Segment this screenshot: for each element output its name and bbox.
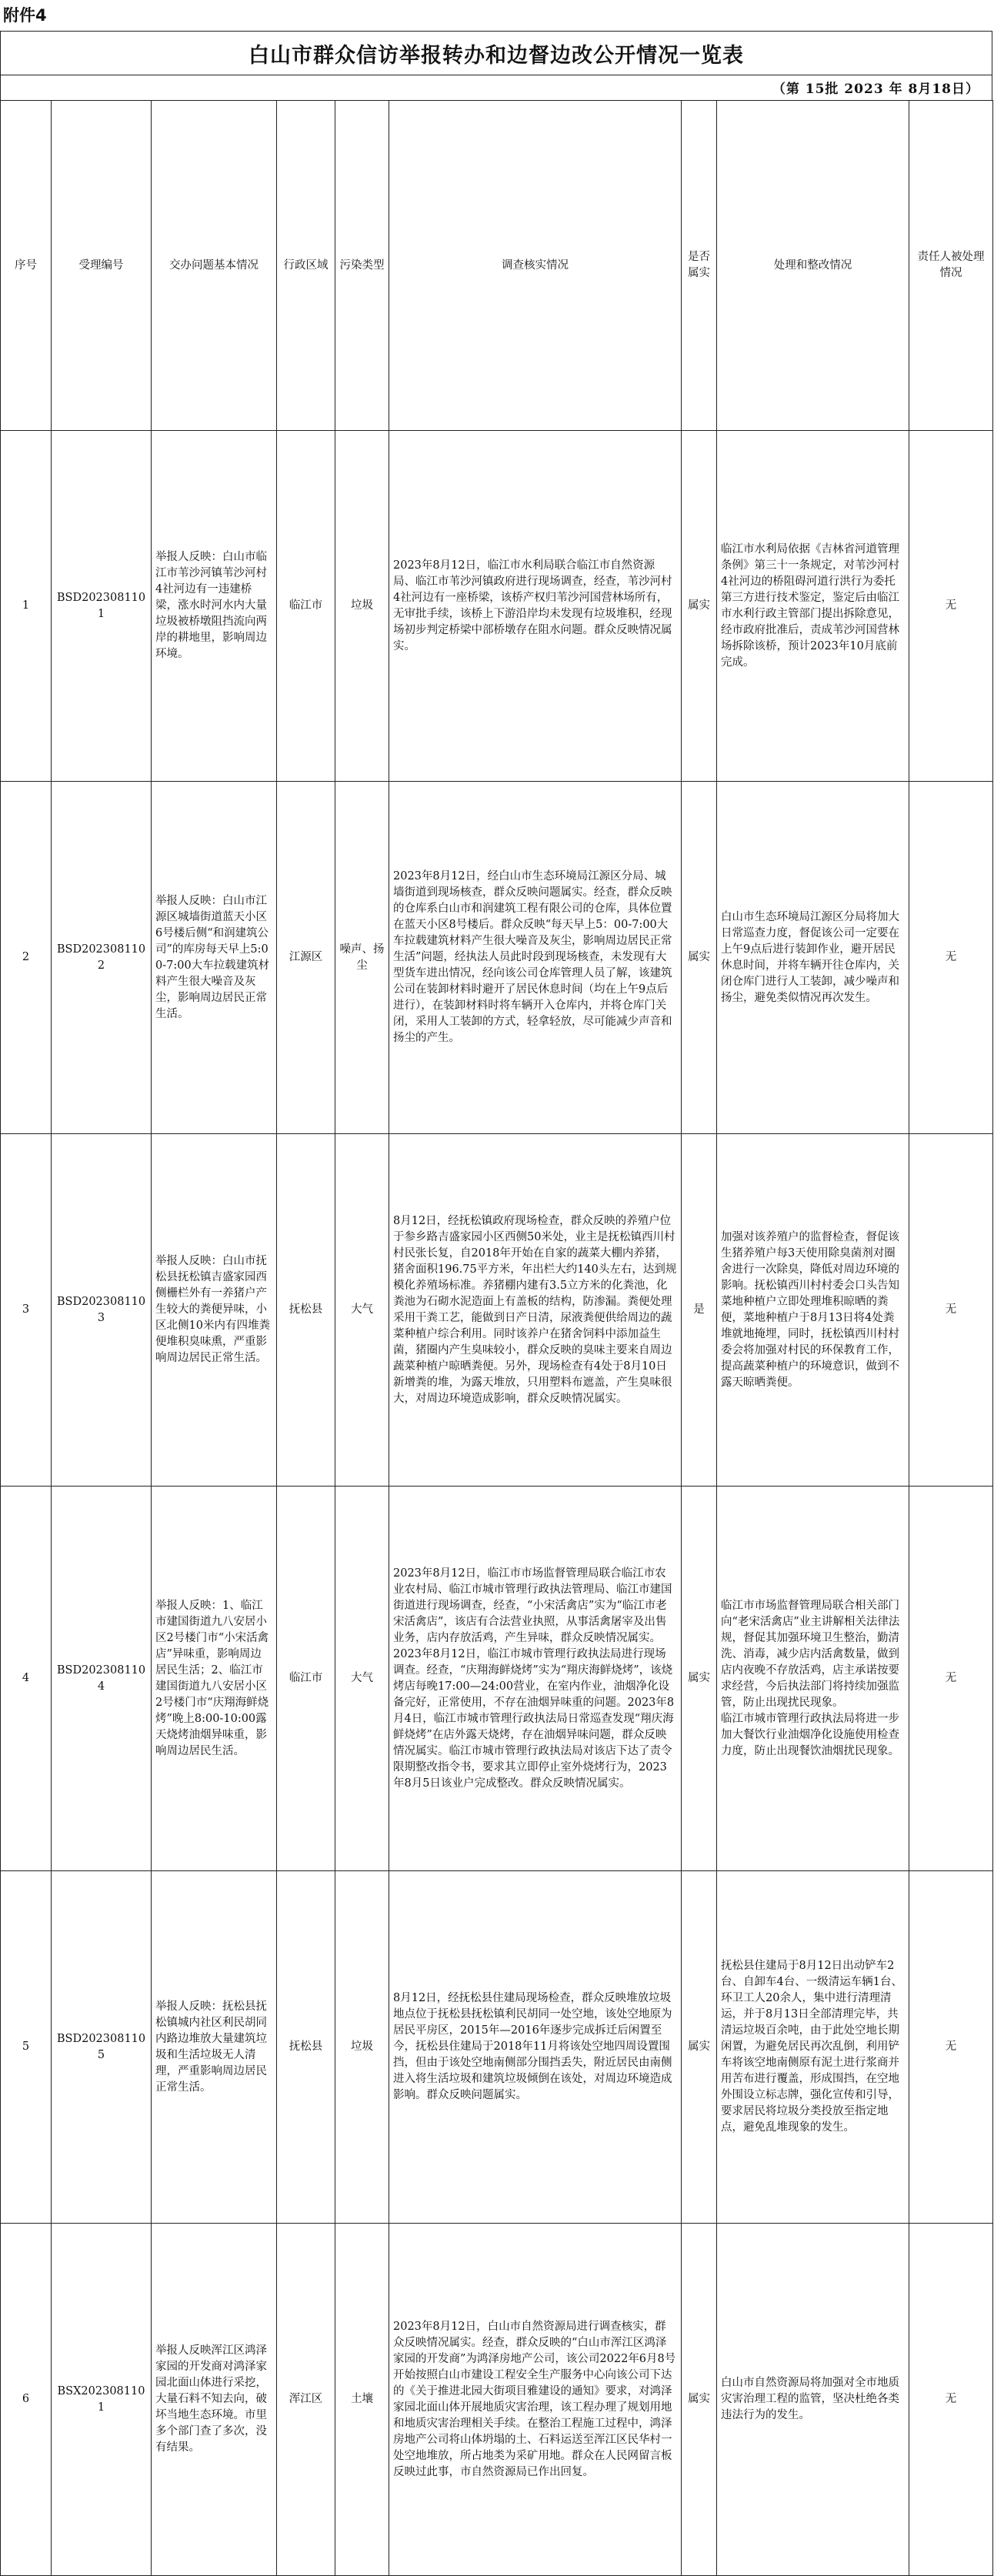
cell-handling: 抚松县住建局于8月12日出动铲车2台、自卸车4台、一级清运车辆1台、环卫工人20余人，集中进行清理清运，并于8月13日全部清理完毕，共清运垃圾百余吨，由于此处空地长期闲置，为避免居民再次乱倒，利用铲车将该空地南侧原有泥土进行浆商并用苦布进行覆盖，形成围挡，在空地外围设立标志牌，强化宣传和引导，要求居民将垃圾分类投放至指定地点，避免乱堆现象的发生。 [717,1871,909,2224]
cell-accountability: 无 [909,431,993,782]
cell-investigation: 2023年8月12日，临江市市场监督管理局联合临江市农业农村局、临江市城市管理行政执法管理局、临江市建国街道进行现场调查，经查，“小宋活禽店”实为“临江市老宋活禽店”，该店有合法营业执照，从事活禽屠宰及出售业务，店内存放活鸡，产生异味，群众反映情况属实。 2023年8月12日，临江市城市管理行政执法局进行现场调查。经查，“庆翔海鲜烧烤”实为“翔庆海鲜烧烤”，该烧烤店每晚17:00—24:00营业，在室内作业，油烟净化设备完好，正常使用，不存在油烟异味重的问题。2023年8月4日，临江市城市管理行政执法局日常巡查发现“翔庆海鲜烧烤”在店外露天烧烤，存在油烟异味问题，群众反映情况属实。临江市城市管理行政执法局对该店下达了责令限期整改指令书，要求其立即停止室外烧烤行为，2023年8月5日该业户完成整改。群众反映情况属实。 [389,1487,682,1871]
header-seq: 序号 [1,101,52,431]
cell-investigation: 2023年8月12日，经白山市生态环境局江源区分局、城墙街道到现场核查，群众反映问题属实。经查，群众反映的仓库系白山市和润建筑工程有限公司的仓库，具体位置在蓝天小区8号楼后。群众反映“每天早上5：00-7:00大车拉载建筑材料产生很大噪音及灰尘，影响周边居民正常生活”问题，经执法人员此时段到现场核查，未发现有大型货车进出情况，经向该公司仓库管理人员了解，该建筑公司在装卸材料时避开了居民休息时间（均在上午9点后进行），在装卸材料时将车辆开入仓库内，并将仓库门关闭，采用人工装卸的方式，轻拿轻放，尽可能减少声音和扬尘的产生。 [389,782,682,1134]
header-handling: 处理和整改情况 [717,101,909,431]
cell-handling: 白山市生态环境局江源区分局将加大日常巡查力度，督促该公司一定要在上午9点后进行装卸作业，避开居民休息时间，并将车辆开往仓库内，关闭仓库门进行人工装卸，减少噪声和扬尘，避免类似情况再次发生。 [717,782,909,1134]
cell-seq: 1 [1,431,52,782]
cell-pollution: 土壤 [335,2224,389,2576]
cell-issue: 举报人反映：白山市临江市苇沙河镇苇沙河村4社河边有一违建桥梁，涨水时河水内大量垃圾被桥墩阻挡流向两岸的耕地里，影响周边环境。 [152,431,277,782]
cell-handling: 加强对该养殖户的监督检查，督促该生猪养殖户每3天使用除臭菌剂对圈舍进行一次除臭，降低对周边环境的影响。抚松镇西川村村委会口头告知菜地种植户立即处理堆积晾晒的粪便，菜地种植户于8月13日将4处粪堆就地掩埋，同时，抚松镇西川村村委会将加强对村民的环保教育工作，提高蔬菜种植户的环境意识，做到不露天晾晒粪便。 [717,1134,909,1487]
cell-district: 抚松县 [277,1871,335,2224]
cell-accountability: 无 [909,1134,993,1487]
title-box [0,31,992,75]
table-row [1,431,993,782]
table-row [1,1487,993,1871]
header-accountability: 责任人被处理情况 [909,101,993,431]
cell-accountability: 无 [909,782,993,1134]
cell-seq: 2 [1,782,52,1134]
cell-pollution: 大气 [335,1487,389,1871]
cell-issue: 举报人反映：抚松县抚松镇城内社区利民胡同内路边堆放大量建筑垃圾和生活垃圾无人清理，严重影响周边居民正常生活。 [152,1871,277,2224]
report-table [0,100,993,2576]
cell-investigation: 2023年8月12日，白山市自然资源局进行调查核实，群众反映情况属实。经查，群众反映的“白山市浑江区鸿泽家园的开发商”为鸿泽房地产公司，该公司2022年6月8号开始按照白山市建设工程安全生产服务中心向该公司下达的《关于推进北园大街项目雅建设的通知》要求，对鸿泽家园北面山体开展地质灾害治理，该工程办理了规划用地和地质灾害治理相关手续。在整治工程施工过程中，鸿泽房地产公司将山体坍塌的土、石料运送至浑江区民华村一处空地堆放，所占地类为采矿用地。群众在人民网留言板反映过此事，市自然资源局已作出回复。 [389,2224,682,2576]
header-district: 行政区域 [277,101,335,431]
cell-pollution: 垃圾 [335,1871,389,2224]
header-investigation: 调查核实情况 [389,101,682,431]
cell-code: BSX2023081101 [52,2224,152,2576]
batch-info: （第 15批 2023 年 8月18日） [772,82,979,97]
batch-box [0,75,992,101]
cell-seq: 3 [1,1134,52,1487]
cell-pollution: 大气 [335,1134,389,1487]
cell-accountability: 无 [909,1871,993,2224]
cell-is-true: 属实 [682,1871,717,2224]
table-row [1,1134,993,1487]
cell-code: BSD2023081102 [52,782,152,1134]
header-row [1,101,993,431]
page-title: 白山市群众信访举报转办和边督边改公开情况一览表 [248,43,744,68]
cell-code: BSD2023081104 [52,1487,152,1871]
cell-is-true: 属实 [682,1487,717,1871]
table-row [1,2224,993,2576]
cell-district: 抚松县 [277,1134,335,1487]
cell-is-true: 属实 [682,431,717,782]
cell-seq: 6 [1,2224,52,2576]
cell-handling: 临江市水利局依据《吉林省河道管理条例》第三十一条规定，对苇沙河村4社河边的桥阻碍河道行洪行为委托第三方进行技术鉴定，鉴定后由临江市水利行政主管部门提出拆除意见，经市政府批准后，责成苇沙河国营林场拆除该桥，预计2023年10月底前完成。 [717,431,909,782]
cell-district: 临江市 [277,431,335,782]
cell-pollution: 噪声、扬尘 [335,782,389,1134]
cell-investigation: 8月12日，经抚松县住建局现场检查，群众反映堆放垃圾地点位于抚松县抚松镇利民胡同一处空地，该处空地原为居民平房区，2015年—2016年逐步完成拆迁后闲置至今，抚松县住建局于2018年11月将该处空地四周设置围挡，但由于该处空地南侧部分围挡丢失，附近居民由南侧进入将生活垃圾和建筑垃圾倾倒在该处，对周边环境造成影响。群众反映问题属实。 [389,1871,682,2224]
cell-investigation: 2023年8月12日，临江市水利局联合临江市自然资源局、临江市苇沙河镇政府进行现场调查，经查，苇沙河村4社河边有一座桥梁，该桥产权归苇沙河国营林场所有，无审批手续，该桥上下游沿岸均未发现有垃圾堆积，经现场初步判定桥梁中部桥墩存在阻水问题。群众反映情况属实。 [389,431,682,782]
cell-district: 江源区 [277,782,335,1134]
cell-accountability: 无 [909,2224,993,2576]
cell-handling: 白山市自然资源局将加强对全市地质灾害治理工程的监管，坚决杜绝各类违法行为的发生。 [717,2224,909,2576]
cell-code: BSD2023081105 [52,1871,152,2224]
cell-issue: 举报人反映：白山市江源区城墙街道蓝天小区6号楼后侧“和润建筑公司”的库房每天早上5:00-7:00大车拉载建筑材料产生很大噪音及灰尘，影响周边居民正常生活。 [152,782,277,1134]
cell-seq: 5 [1,1871,52,2224]
table-row [1,782,993,1134]
table-row [1,1871,993,2224]
cell-issue: 举报人反映浑江区鸿泽家园的开发商对鸿泽家园北面山体进行采挖，大量石料不知去向，破坏当地生态环境。市里多个部门查了多次，没有结果。 [152,2224,277,2576]
cell-handling: 临江市市场监督管理局联合相关部门向“老宋活禽店”业主讲解相关法律法规，督促其加强环境卫生整治，勤清洗、消毒，减少店内活禽数量，做到店内夜晚不存放活鸡，店主承诺按要求经营，今后执法部门将持续加强监管，防止出现扰民现象。 临江市城市管理行政执法局将进一步加大餐饮行业油烟净化设施使用检查力度，防止出现餐饮油烟扰民现象。 [717,1487,909,1871]
cell-issue: 举报人反映：白山市抚松县抚松镇吉盛家园西侧栅栏外有一养猪户产生较大的粪便异味，小区北侧10米内有四堆粪便堆积臭味熏，严重影响周边居民正常生活。 [152,1134,277,1487]
cell-investigation: 8月12日，经抚松镇政府现场检查，群众反映的养殖户位于参乡路吉盛家园小区西侧50米处，业主是抚松镇西川村村民张长复，自2018年开始在自家的蔬菜大棚内养猪，猪舍面积196.75平方米，年出栏大约140头左右，达到规模化养殖场标准。养猪棚内建有3.5立方米的化粪池，化粪池为石砌水泥造面上有盖板的结构，防渗漏。粪便处理采用干粪工艺，能做到日产日清，尿液粪便供给周边的蔬菜种植户综合利用。同时该养户在猪舍饲料中添加益生菌，猪圈内产生臭味较小，群众反映的臭味主要来自周边蔬菜种植户晾晒粪便。另外，现场检查有4处于8月10日新增粪的堆，为露天堆放，只用塑料布遮盖，产生臭味很大，对周边环境造成影响，群众反映情况属实。 [389,1134,682,1487]
header-code: 受理编号 [52,101,152,431]
header-pollution: 污染类型 [335,101,389,431]
cell-district: 临江市 [277,1487,335,1871]
header-issue: 交办问题基本情况 [152,101,277,431]
cell-code: BSD2023081101 [52,431,152,782]
cell-issue: 举报人反映：1、临江市建国街道九八安居小区2号楼门市“小宋活禽店”异味重，影响周边居民生活；2、临江市建国街道九八安居小区2号楼门市“庆翔海鲜烧烤”晚上8:00-10:00露天烧烤油烟异味重，影响周边居民生活。 [152,1487,277,1871]
cell-is-true: 属实 [682,2224,717,2576]
cell-seq: 4 [1,1487,52,1871]
cell-accountability: 无 [909,1487,993,1871]
header-is-true: 是否属实 [682,101,717,431]
cell-code: BSD2023081103 [52,1134,152,1487]
cell-district: 浑江区 [277,2224,335,2576]
attachment-label: 附件4 [3,6,47,25]
cell-pollution: 垃圾 [335,431,389,782]
cell-is-true: 属实 [682,782,717,1134]
cell-is-true: 是 [682,1134,717,1487]
